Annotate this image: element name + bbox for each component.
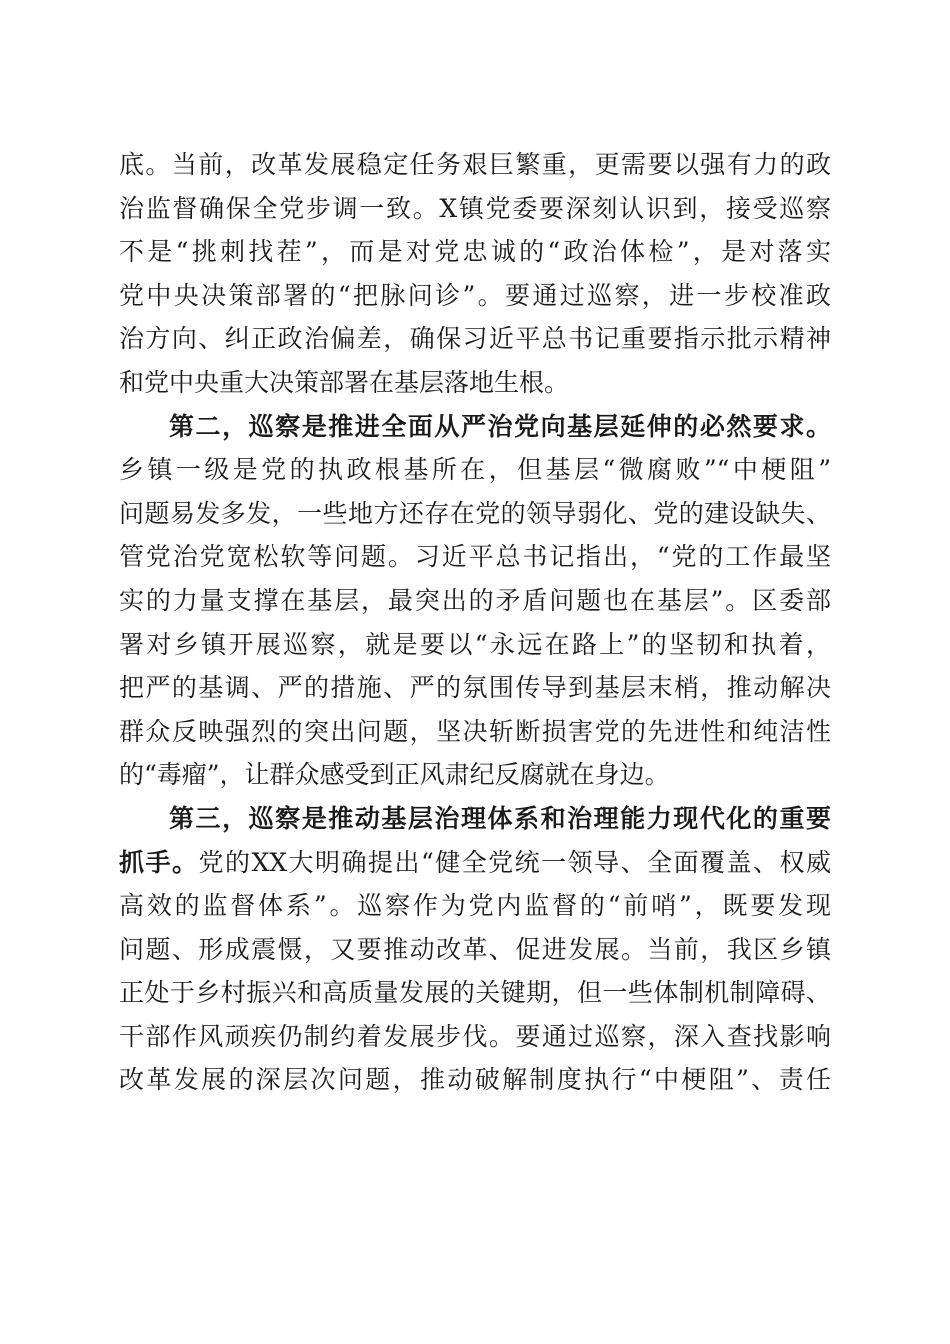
- text-line: [119, 623, 831, 667]
- section-heading-end: 抓手。: [119, 847, 199, 877]
- text-line: [119, 230, 831, 274]
- text-line: [119, 1015, 831, 1059]
- line-text: 的“毒瘤”，让群众感受到正风肃纪反腐就在身边。: [119, 760, 670, 790]
- text-line: [119, 317, 831, 361]
- line-text: 改革发展的深层次问题，推动破解制度执行“中梗阻”、责任: [119, 1065, 831, 1095]
- text-line: [119, 841, 831, 885]
- line-text: 署对乡镇开展巡察，就是要以“永远在路上”的坚韧和执着，: [119, 629, 831, 659]
- text-line: [119, 535, 831, 579]
- line-text: 高效的监督体系”。巡察作为党内监督的“前哨”，既要发现: [119, 891, 831, 921]
- text-line: [119, 928, 831, 972]
- text-line: [119, 274, 831, 318]
- text-line: [119, 579, 831, 623]
- line-text: 乡镇一级是党的执政根基所在，但基层“微腐败”“中梗阻”: [119, 455, 831, 485]
- line-text: 实的力量支撑在基层，最突出的矛盾问题也在基层”。区委部: [119, 585, 831, 615]
- text-line: [119, 753, 831, 797]
- line-text: 治方向、纠正政治偏差，确保习近平总书记重要指示批示精神: [119, 324, 831, 354]
- line-text: 干部作风顽疾仍制约着发展步伐。要通过巡察，深入查找影响: [119, 1021, 831, 1051]
- line-text: 问题、形成震慑，又要推动改革、促进发展。当前，我区乡镇: [119, 934, 831, 964]
- text-line: [119, 797, 831, 841]
- line-text: 管党治党宽松软等问题。习近平总书记指出，“党的工作最坚: [119, 542, 831, 572]
- line-text: 群众反映强烈的突出问题，坚决斩断损害党的先进性和纯洁性: [119, 716, 831, 746]
- line-text: 不是“挑刺找茬”，而是对党忠诚的“政治体检”，是对落实: [119, 237, 831, 267]
- line-text: 问题易发多发，一些地方还存在党的领导弱化、党的建设缺失、: [119, 498, 831, 528]
- text-line: [119, 187, 831, 231]
- line-text: 正处于乡村振兴和高质量发展的关键期，但一些体制机制障碍、: [119, 978, 831, 1008]
- text-line: [119, 666, 831, 710]
- text-line: [119, 971, 831, 1015]
- text-line: [119, 884, 831, 928]
- text-line: [119, 492, 831, 536]
- text-line: [119, 405, 831, 449]
- text-line: [119, 361, 831, 405]
- line-text: 党的XX大明确提出“健全党统一领导、全面覆盖、权威: [198, 847, 831, 877]
- line-text: 把严的基调、严的措施、严的氛围传导到基层末梢，推动解决: [119, 673, 831, 703]
- section-heading: 第二，巡察是推进全面从严治党向基层延伸的必然要求。: [169, 411, 831, 441]
- document-body: [119, 143, 831, 1102]
- line-text: 底。当前，改革发展稳定任务艰巨繁重，更需要以强有力的政: [119, 150, 831, 179]
- line-text: 和党中央重大决策部署在基层落地生根。: [119, 367, 570, 397]
- text-line: [119, 448, 831, 492]
- line-text: 治监督确保全党步调一致。X镇党委要深刻认识到，接受巡察: [119, 193, 831, 223]
- text-line: [119, 143, 831, 187]
- text-line: [119, 1058, 831, 1102]
- section-heading: 第三，巡察是推动基层治理体系和治理能力现代化的重要: [169, 803, 831, 833]
- text-line: [119, 710, 831, 754]
- line-text: 党中央决策部署的“把脉问诊”。要通过巡察，进一步校准政: [119, 280, 831, 310]
